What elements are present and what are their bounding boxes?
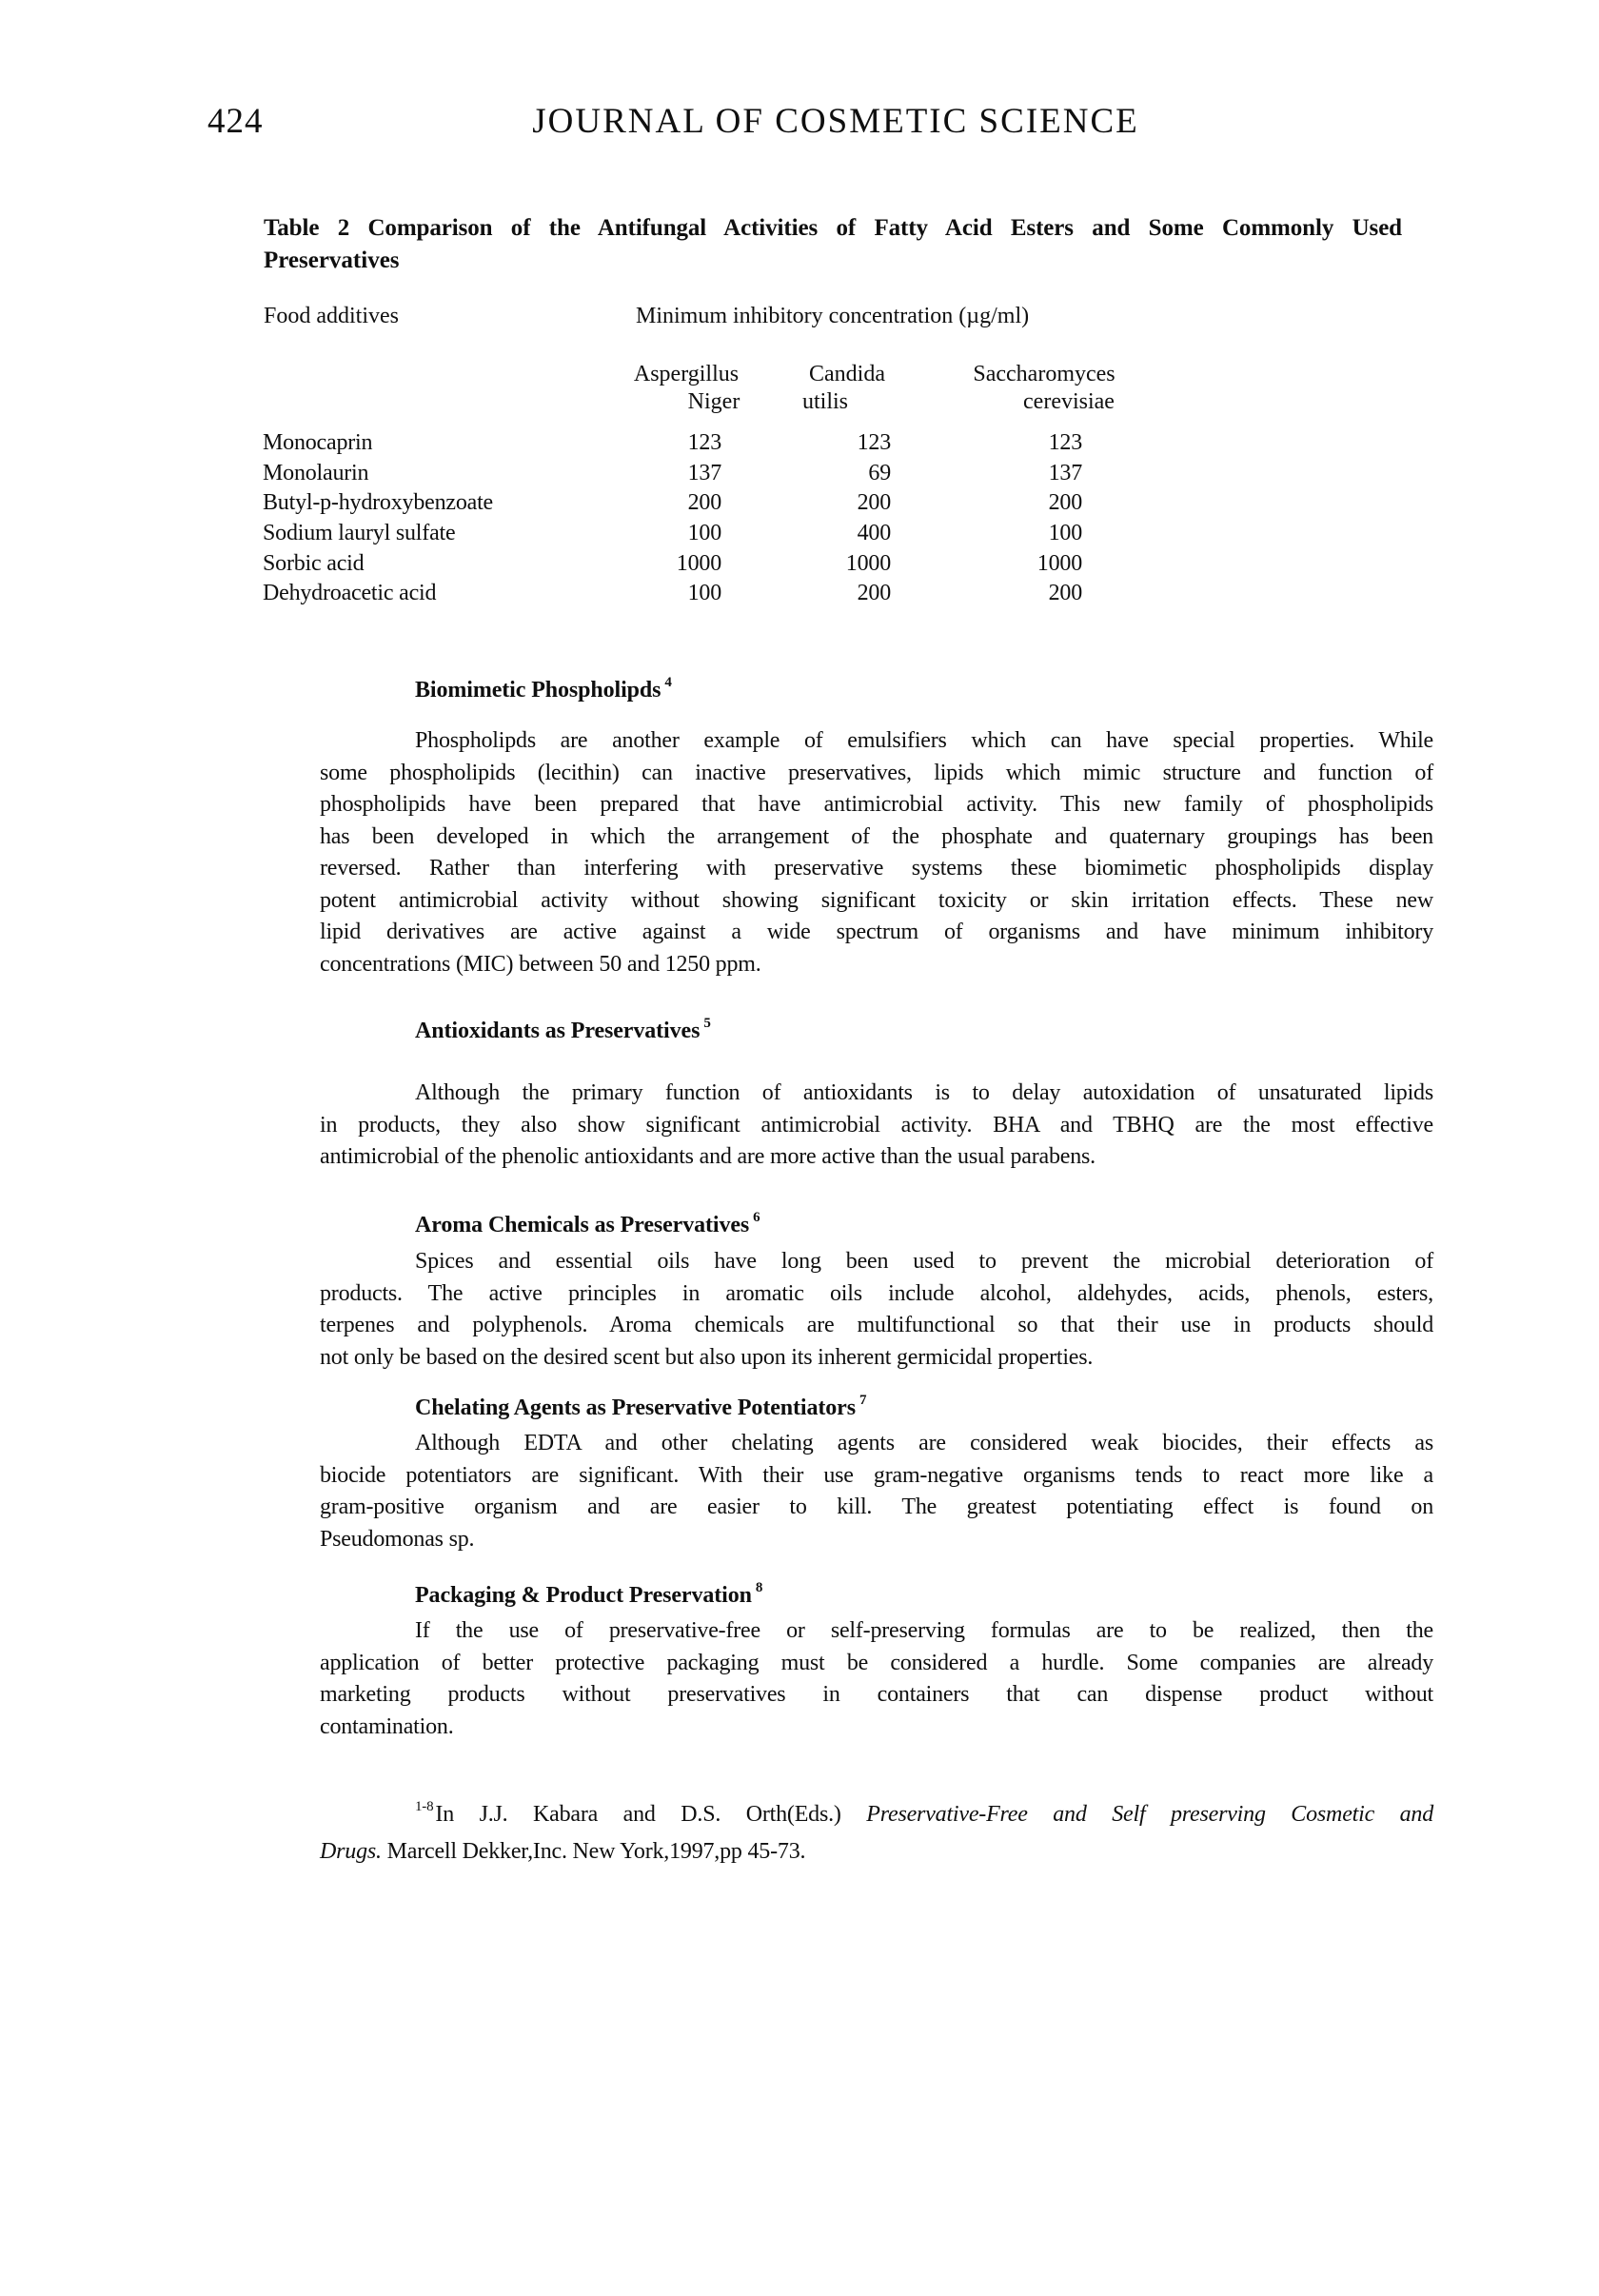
page-number: 424 xyxy=(207,102,264,141)
paragraph-line: reversed. Rather than interfering with preservative systems these biomimetic phospholipids display xyxy=(320,856,1433,881)
section-heading-packaging xyxy=(320,1580,763,1609)
cell-aspergillus: 100 xyxy=(687,581,721,606)
row-label: Monocaprin xyxy=(263,430,373,455)
paragraph-line: phospholipids have been prepared that have antimicrobial activity. This new family of phospholipids xyxy=(320,792,1433,817)
reference-superscript: 5 xyxy=(703,1016,711,1031)
paragraph-line: antimicrobial of the phenolic antioxidants and are more active than the usual parabens. xyxy=(320,1144,1096,1169)
section-heading-biomimetic-phospholipds xyxy=(320,675,672,703)
row-label: Monolaurin xyxy=(263,460,369,485)
cell-saccharomyces: 100 xyxy=(1048,521,1082,546)
section-heading-chelating-agents xyxy=(320,1395,866,1421)
paragraph-line: concentrations (MIC) between 50 and 1250 ppm. xyxy=(320,951,761,977)
reference-superscript: 7 xyxy=(859,1393,867,1408)
cell-candida: 200 xyxy=(857,490,891,516)
footnote-text: Marcell Dekker,Inc. New York,1997,pp 45-73. xyxy=(381,1839,806,1864)
paragraph-line: Pseudomonas sp. xyxy=(320,1526,475,1552)
paragraph-line: potent antimicrobial activity without showing significant toxicity or skin irritation effects. These new xyxy=(320,887,1433,913)
section-heading-antioxidants xyxy=(320,1016,711,1044)
paragraph-line: biocide potentiators are significant. With their use gram-negative organisms tends to react more like a xyxy=(320,1462,1433,1488)
paragraph-line: Spices and essential oils have long been used to prevent the microbial deterioration of xyxy=(415,1249,1433,1274)
footnote-book-title: Drugs. xyxy=(320,1839,382,1864)
paragraph-line: Although EDTA and other chelating agents are considered weak biocides, their effects as xyxy=(415,1431,1433,1455)
paragraph-line: application of better protective packaging must be considered a hurdle. Some companies are already xyxy=(320,1650,1433,1675)
table-group-header: Minimum inhibitory concentration (µg/ml) xyxy=(636,304,1030,328)
cell-candida: 1000 xyxy=(845,550,891,576)
table-row xyxy=(263,521,1082,551)
heading-text: Aroma Chemicals as Preservatives xyxy=(415,1213,750,1237)
heading-text: Antioxidants as Preservatives xyxy=(415,1019,701,1043)
table-row xyxy=(263,461,1082,491)
cell-saccharomyces: 1000 xyxy=(1036,550,1082,576)
table-left-header: Food additives xyxy=(264,304,399,328)
row-label: Sodium lauryl sulfate xyxy=(263,521,456,546)
table-row xyxy=(263,551,1082,582)
antifungal-table xyxy=(263,430,1082,611)
cell-saccharomyces: 200 xyxy=(1048,490,1082,516)
cell-saccharomyces: 200 xyxy=(1048,581,1082,606)
col-header-saccharomyces: Saccharomyces xyxy=(973,362,1115,386)
paragraph-line: Phospholipds are another example of emulsifiers which can have special properties. While xyxy=(415,728,1433,753)
footnote-line xyxy=(320,1834,1433,1869)
cell-aspergillus: 200 xyxy=(687,490,721,516)
cell-aspergillus: 1000 xyxy=(676,550,721,576)
section-paragraph xyxy=(320,1078,1433,1174)
col-header-candida: Candida xyxy=(809,362,885,386)
cell-aspergillus: 123 xyxy=(687,430,721,455)
col-header-utilis: utilis xyxy=(801,389,849,414)
table-title-line1: Table 2 Comparison of the Antifungal Activities of Fatty Acid Esters and Some Commonly Used xyxy=(264,215,1402,241)
cell-saccharomyces: 123 xyxy=(1048,430,1082,455)
section-paragraph xyxy=(320,1428,1433,1555)
col-header-aspergillus: Aspergillus xyxy=(633,362,740,386)
journal-header: JOURNAL OF COSMETIC SCIENCE xyxy=(532,102,1139,141)
cell-candida: 123 xyxy=(857,430,891,455)
table-row xyxy=(263,430,1082,461)
table-row xyxy=(263,581,1082,611)
footnote-text: In J.J. Kabara and D.S. Orth(Eds.) xyxy=(435,1802,867,1827)
reference-superscript: 4 xyxy=(664,675,672,690)
footnote xyxy=(320,1797,1433,1869)
col-header-cerevisiae: cerevisiae xyxy=(1023,389,1115,414)
row-label: Dehydroacetic acid xyxy=(263,581,437,606)
paragraph-line: has been developed in which the arrangement of the phosphate and quaternary groupings has been xyxy=(320,823,1433,849)
section-heading-aroma-chemicals xyxy=(320,1210,760,1238)
paragraph-line: contamination. xyxy=(320,1713,454,1739)
col-header-niger: Niger xyxy=(687,389,740,414)
paragraph-line: marketing products without preservatives in containers that can dispense product without xyxy=(320,1682,1433,1707)
cell-candida: 400 xyxy=(857,521,891,546)
paragraph-line: products. The active principles in aromatic oils include alcohol, aldehydes, acids, phenols, esters, xyxy=(320,1280,1433,1306)
paragraph-line: in products, they also show significant antimicrobial activity. BHA and TBHQ are the most effective xyxy=(320,1112,1433,1138)
paragraph-line: lipid derivatives are active against a wide spectrum of organisms and have minimum inhibitory xyxy=(320,920,1433,944)
cell-candida: 69 xyxy=(868,460,891,485)
footnote-book-title: Preservative-Free and Self preserving Cosmetic and xyxy=(866,1802,1434,1827)
paragraph-line: Although the primary function of antioxidants is to delay autoxidation of unsaturated lipids xyxy=(415,1080,1433,1105)
paragraph-line: terpenes and polyphenols. Aroma chemicals are multifunctional so that their use in products should xyxy=(320,1313,1433,1337)
row-label: Butyl-p-hydroxybenzoate xyxy=(263,490,493,516)
paragraph-line: If the use of preservative-free or self-preserving formulas are to be realized, then the xyxy=(415,1618,1433,1643)
row-label: Sorbic acid xyxy=(263,550,365,576)
table-title-line2: Preservatives xyxy=(264,247,400,273)
cell-saccharomyces: 137 xyxy=(1048,460,1082,485)
heading-text: Chelating Agents as Preservative Potentiators xyxy=(415,1395,856,1420)
reference-superscript: 6 xyxy=(753,1210,760,1225)
heading-text: Biomimetic Phospholipds xyxy=(415,678,661,703)
heading-text: Packaging & Product Preservation xyxy=(415,1583,752,1608)
section-paragraph xyxy=(320,1615,1433,1743)
paragraph-line: some phospholipids (lecithin) can inactive preservatives, lipids which mimic structure and function of xyxy=(320,760,1433,785)
table-row xyxy=(263,490,1082,521)
reference-superscript: 8 xyxy=(755,1580,763,1595)
cell-candida: 200 xyxy=(857,581,891,606)
cell-aspergillus: 137 xyxy=(687,460,721,485)
footnote-line xyxy=(320,1797,1433,1834)
paragraph-line: not only be based on the desired scent but also upon its inherent germicidal properties. xyxy=(320,1344,1094,1370)
paragraph-line: gram-positive organism and are easier to kill. The greatest potentiating effect is found on xyxy=(320,1494,1433,1519)
section-paragraph xyxy=(320,725,1433,980)
footnote-superscript: 1-8 xyxy=(415,1799,434,1814)
section-paragraph xyxy=(320,1246,1433,1374)
cell-aspergillus: 100 xyxy=(687,521,721,546)
